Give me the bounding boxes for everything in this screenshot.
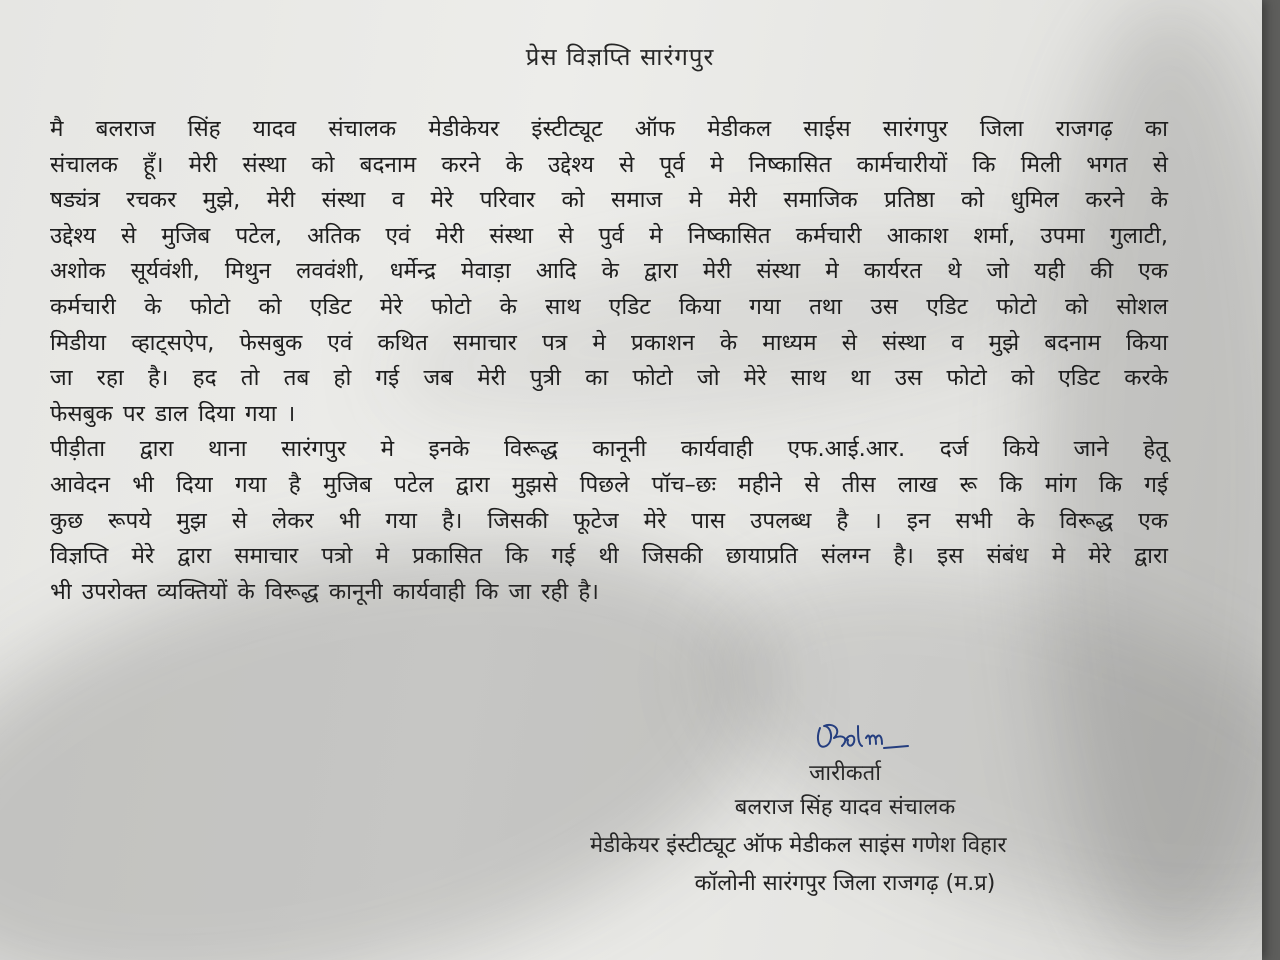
body-line: संचालक हूँ। मेरी संस्था को बदनाम करने के उद्देश्य से पूर्व मे निष्कासित कार्मचारीयों कि मिली भगत से bbox=[50, 151, 1168, 178]
body-line: मै बलराज सिंह यादव संचालक मेडीकेयर इंस्टीट्यूट ऑफ मेडीकल साईस सारंगपुर जिला राजगढ़ का bbox=[50, 116, 1168, 142]
body-line: जा रहा है। हद तो तब हो गई जब मेरी पुत्री का फोटो जो मेरे साथ था उस फोटो को एडिट करके bbox=[50, 365, 1168, 392]
body-line: आवेदन भी दिया गया है मुजिब पटेल द्वारा मुझसे पिछले पॉच–छः महीने से तीस लाख रू कि मांग कि गई bbox=[50, 471, 1168, 498]
body-line: कर्मचारी के फोटो को एडिट मेरे फोटो के साथ एडिट किया गया तथा उस एडिट फोटो को सोशल bbox=[50, 293, 1168, 320]
issuer-organization: मेडीकेयर इंस्टीट्यूट ऑफ मेडीकल साइंस गणेश विहार bbox=[590, 833, 1007, 858]
body-line: अशोक सूर्यवंशी, मिथुन लववंशी, धर्मेन्द्र मेवाड़ा आदि के द्वारा मेरी संस्था मे कार्यरत थे जो यही की एक bbox=[50, 258, 1168, 285]
body-line: फेसबुक पर डाल दिया गया । bbox=[50, 400, 296, 427]
issuer-address: कॉलोनी सारंगपुर जिला राजगढ़ (म.प्र) bbox=[694, 871, 996, 896]
body-line: मिडीया व्हाट्सऐप, फेसबुक एवं कथित समाचार पत्र मे प्रकाशन के माध्यम से संस्था व मुझे बदनाम किया bbox=[50, 329, 1168, 356]
body-line: पीड़ीता द्वारा थाना सारंगपुर मे इनके विरूद्ध कानूनी कार्यवाही एफ.आई.आर. दर्ज किये जाने हेतू bbox=[50, 436, 1168, 463]
document-body bbox=[50, 112, 1168, 610]
body-line: षड्यंत्र रचकर मुझे, मेरी संस्था व मेरे परिवार को समाज मे मेरी समाजिक प्रतिष्ठा को धुमिल करने के bbox=[50, 187, 1168, 214]
issuer-label: जारीकर्ता bbox=[809, 761, 881, 786]
body-line: कुछ रूपये मुझ से लेकर भी गया है। जिसकी फूटेज मेरे पास उपलब्ध है । इन सभी के विरूद्ध एक bbox=[50, 507, 1168, 534]
document-title: प्रेस विज्ञप्ति सारंगपुर bbox=[525, 43, 715, 71]
body-line: उद्देश्य से मुजिब पटेल, अतिक एवं मेरी संस्था से पुर्व मे निष्कासित कर्मचारी आकाश शर्मा, उपमा गुलाटी, bbox=[50, 222, 1168, 249]
issuer-name: बलराज सिंह यादव संचालक bbox=[734, 795, 956, 820]
body-line: विज्ञप्ति मेरे द्वारा समाचार पत्रो मे प्रकासित कि गई थी जिसकी छायाप्रति संलग्न है। इस संबंध मे मेरे द्वारा bbox=[50, 543, 1168, 570]
handwritten-signature bbox=[812, 716, 912, 756]
body-line: भी उपरोक्त व्यक्तियों के विरूद्ध कानूनी कार्यवाही कि जा रही है। bbox=[50, 578, 599, 605]
